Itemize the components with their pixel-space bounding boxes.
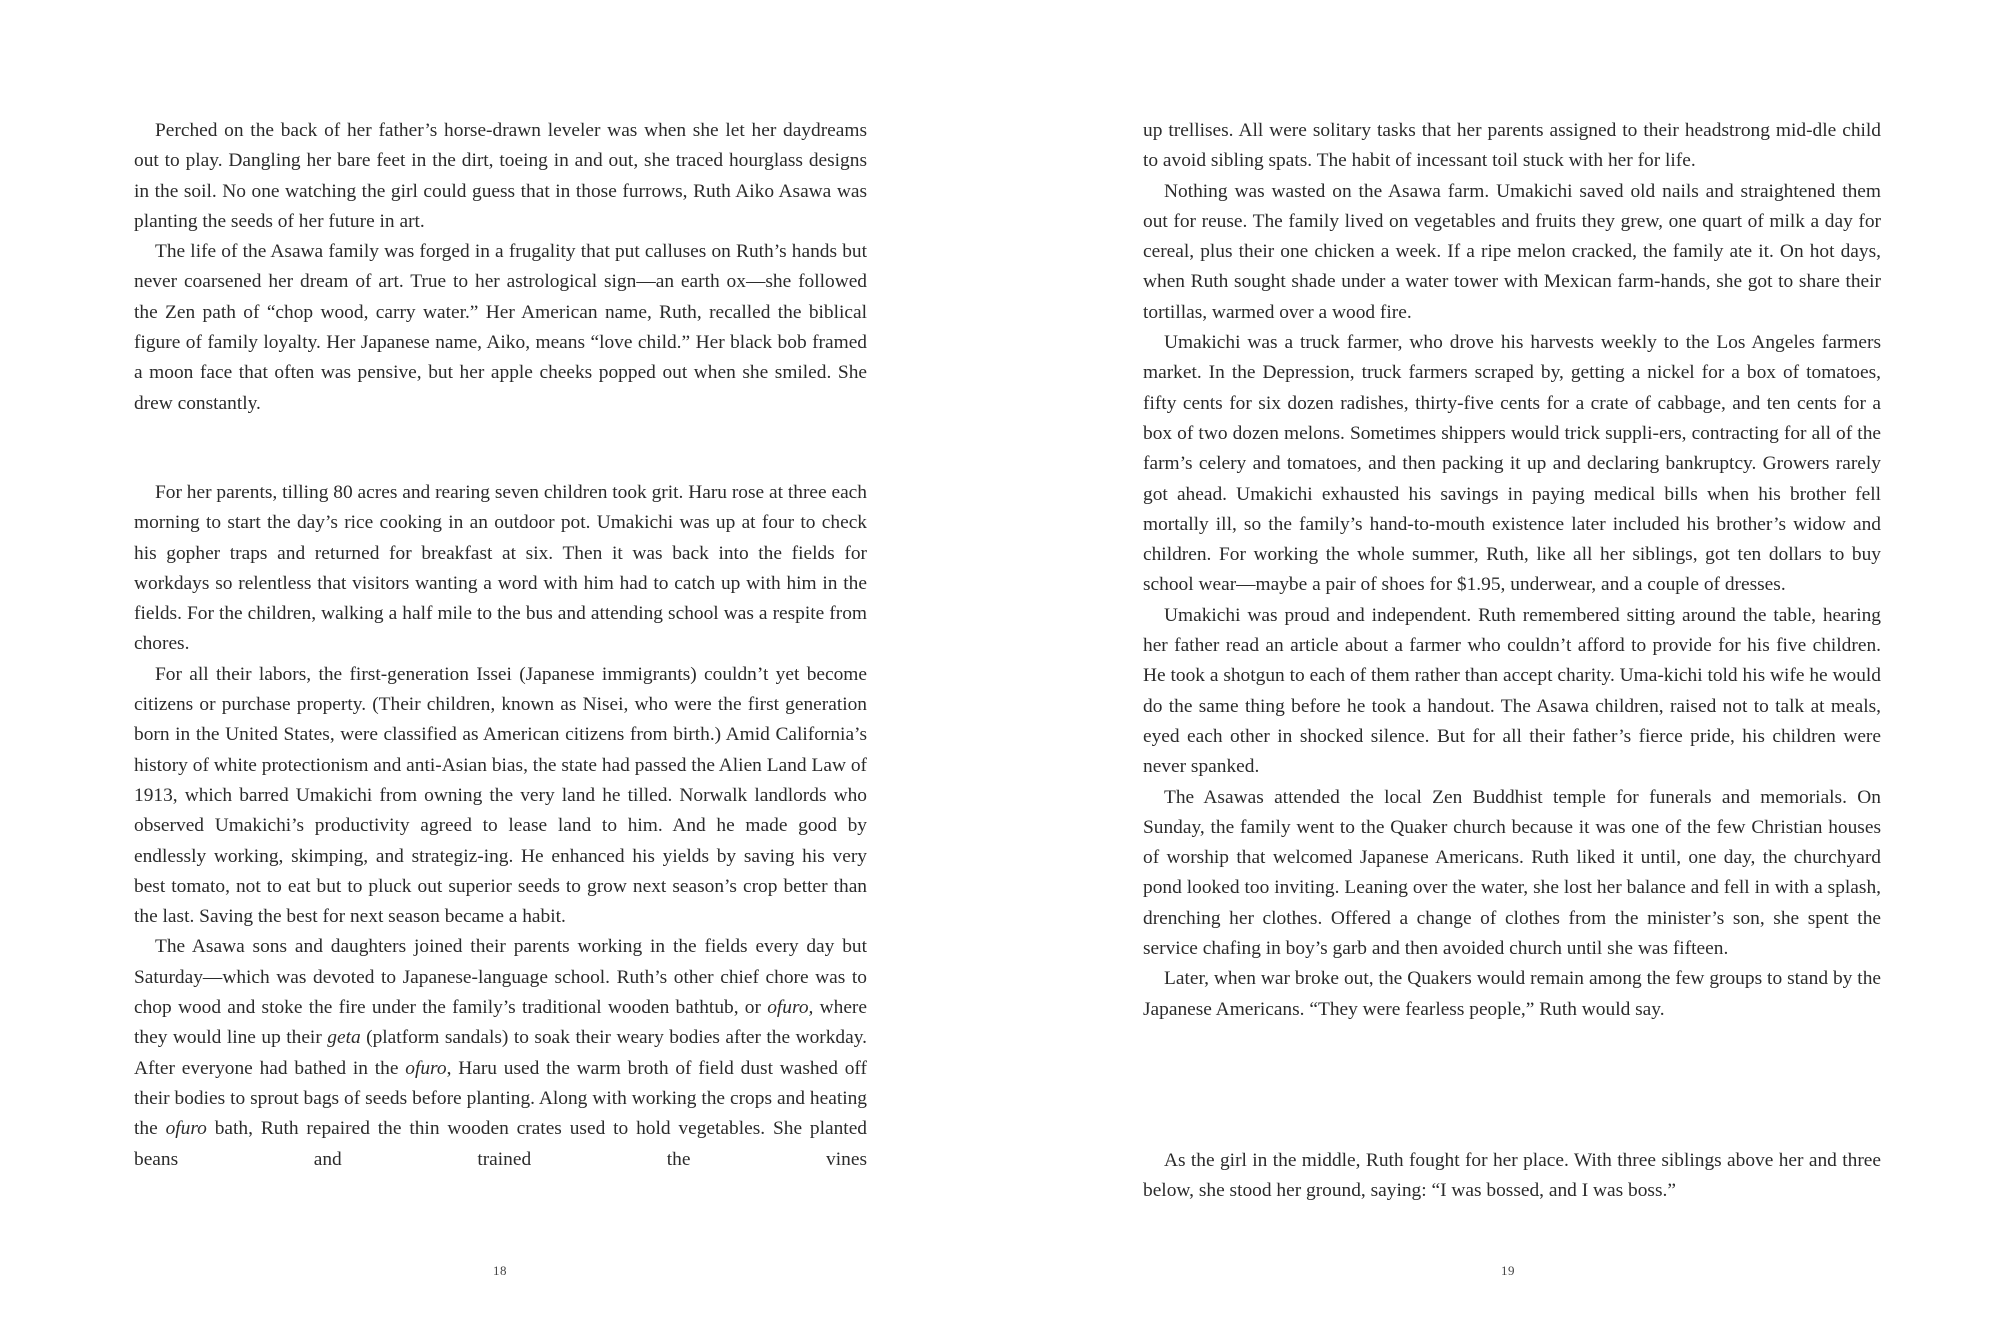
paragraph	[134, 932, 867, 1174]
italic-term: ofuro	[165, 1118, 207, 1140]
text-run: where they would line up their	[134, 997, 867, 1049]
page-number: 19	[1501, 1263, 1515, 1278]
right-section-2	[1143, 1146, 1881, 1207]
paragraph: Nothing was wasted on the Asawa farm. Umakichi saved old nails and straightened them out for reuse. The family lived on vegetables and fruits they grew, one quart of milk a day for cereal, plus their one chicken a week. If a ripe melon cracked, the family ate it. On hot days, when Ruth sought shade under a water tower with Mexican farm-hands, she got to share their tortillas, warmed over a wood fire.	[1143, 180, 1881, 323]
text-run: (platform sandals) to soak their weary bodies after the workday. After everyone had bathed in the	[134, 1027, 867, 1079]
text-run: The Asawa sons and daughters joined their parents working in the fields every day but Saturday—which was devoted to Japanese-language school. Ruth’s other chief chore was to chop wood and stoke the fire under the family’s traditional wooden bathtub, or	[134, 936, 867, 1019]
paragraph: Umakichi was proud and independent. Ruth remembered sitting around the table, hearing her father read an article about a farmer who couldn’t afford to provide for his five children. He took a shotgun to each of them rather than accept charity. Uma-kichi told his wife he would do the same thing before he took a handout. The Asawa children, raised not to talk at meals, eyed each other in shocked silence. But for all their father’s fierce pride, his children were never spanked.	[1143, 604, 1881, 778]
paragraph: As the girl in the middle, Ruth fought for her place. With three siblings above her and three below, she stood her ground, saying: “I was bossed, and I was boss.”	[1143, 1150, 1881, 1202]
paragraph: Perched on the back of her father’s horse-drawn leveler was when she let her daydreams out to play. Dangling her bare feet in the dirt, toeing in and out, she traced hourglass designs in the soil. No one watching the girl could guess that in those furrows, Ruth Aiko Asawa was planting the seeds of her future in art.	[134, 120, 867, 232]
italic-term: ofuro	[405, 1057, 447, 1079]
paragraph: The Asawas attended the local Zen Buddhist temple for funerals and memorials. On Sunday, the family went to the Quaker church because it was one of the few Christian houses of worship that welcomed Japanese Americans. Ruth liked it until, one day, the churchyard pond looked too inviting. Leaning over the water, she lost her balance and fell in with a splash, drenching her clothes. Offered a change of clothes from the minister’s son, she spent the service chafing in boy’s garb and then avoided church until she was fifteen.	[1143, 786, 1881, 960]
text-run: , Haru used the warm broth of field dust washed off their bodies to sprout bags of seeds before planting. Along with working the crops and heating the	[134, 1057, 867, 1140]
left-section-1	[134, 116, 867, 419]
paragraph: For all their labors, the first-generation Issei (Japanese immigrants) couldn’t yet become citizens or purchase property. (Their children, known as Nisei, who were the first generation born in the United States, were classified as American citizens from birth.) Amid California’s history of white protectionism and anti-Asian bias, the state had passed the Alien Land Law of 1913, which barred Umakichi from owning the very land he tilled. Norwalk landlords who observed Umakichi’s productivity agreed to lease land to him. And he made good by endlessly working, skimping, and strategiz-ing. He enhanced his yields by saving his very best tomato, not to eat but to pluck out superior seeds to grow next season’s crop better than the last. Saving the best for next season became a habit.	[134, 663, 867, 928]
paragraph: The life of the Asawa family was forged in a frugality that put calluses on Ruth’s hands but never coarsened her dream of art. True to her astrological sign—an earth ox—she followed the Zen path of “chop wood, carry water.” Her American name, Ruth, recalled the biblical figure of family loyalty. Her Japanese name, Aiko, means “love child.” Her black bob framed a moon face that often was pensive, but her apple cheeks popped out when she smiled. She drew constantly.	[134, 241, 867, 414]
paragraph: up trellises. All were solitary tasks that her parents assigned to their headstrong mid-dle child to avoid sibling spats. The habit of incessant toil stuck with her for life.	[1143, 120, 1881, 172]
left-section-2	[134, 478, 867, 1175]
italic-term: ofuro,	[767, 997, 814, 1019]
right-section-1	[1143, 116, 1881, 1025]
page-number: 18	[493, 1263, 507, 1278]
text-run: bath, Ruth repaired the thin wooden crates used to hold vegetables. She planted beans and trained the vines	[134, 1118, 867, 1170]
paragraph: For her parents, tilling 80 acres and rearing seven children took grit. Haru rose at three each morning to start the day’s rice cooking in an outdoor pot. Umakichi was up at four to check his gopher traps and returned for breakfast at six. Then it was back into the fields for workdays so relentless that visitors wanting a word with him had to catch up with him in the fields. For the children, walking a half mile to the bus and attending school was a respite from chores.	[134, 482, 867, 655]
italic-term: geta	[327, 1027, 361, 1049]
paragraph: Later, when war broke out, the Quakers would remain among the few groups to stand by the Japanese Americans. “They were fearless people,” Ruth would say.	[1143, 968, 1881, 1020]
right-page	[1000, 0, 2000, 1333]
paragraph: Umakichi was a truck farmer, who drove his harvests weekly to the Los Angeles farmers market. In the Depression, truck farmers scraped by, getting a nickel for a box of tomatoes, fifty cents for six dozen radishes, thirty-five cents for a crate of cabbage, and ten cents for a box of two dozen melons. Sometimes shippers would trick suppli-ers, contracting for all of the farm’s celery and tomatoes, and then packing it up and declaring bankruptcy. Growers rarely got ahead. Umakichi exhausted his savings in paying medical bills when his brother fell mortally ill, so the family’s hand-to-mouth existence later included his brother’s widow and children. For working the whole summer, Ruth, like all her siblings, got ten dollars to buy school wear—maybe a pair of shoes for $1.95, underwear, and a couple of dresses.	[1143, 332, 1881, 596]
